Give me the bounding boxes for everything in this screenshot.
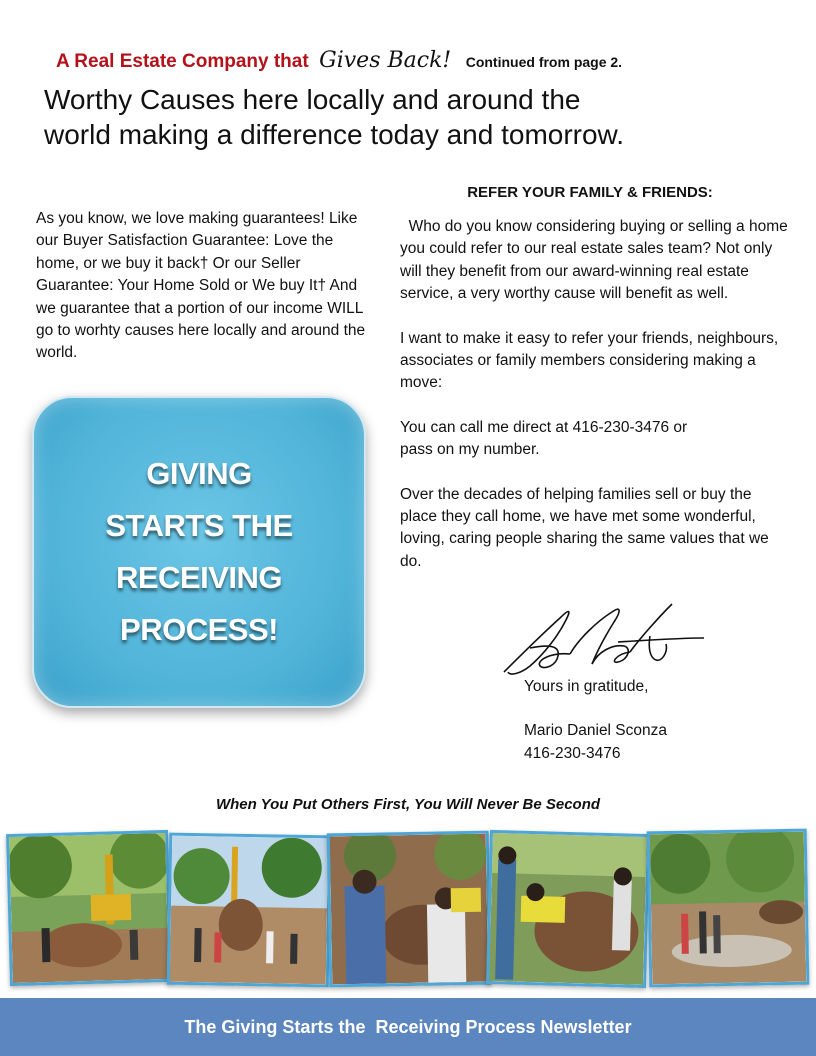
call-line-1: You can call me direct at 416-230-3476 or: [400, 418, 688, 436]
author-phone: 416-230-3476: [524, 744, 621, 762]
giving-badge: [32, 396, 366, 708]
refer-body: [400, 216, 793, 595]
company-tagline: A Real Estate Company that: [56, 51, 309, 72]
refer-title: REFER YOUR FAMILY & FRIENDS:: [467, 184, 713, 201]
author-name: Mario Daniel Sconza: [524, 722, 668, 740]
footer-title: The Giving Starts the Receiving Process Newsletter: [184, 1016, 632, 1037]
photo-3: [327, 831, 492, 988]
badge-line-2: STARTS THE: [105, 508, 293, 543]
refer-paragraph-1: Who do you know considering buying or selling a home you could refer to our real estate sales team? Not only will they benefit from our award-winning real estate service, a very worthy cause will benefit as well.: [400, 218, 793, 303]
badge-line-3: RECEIVING: [115, 560, 283, 595]
badge-line-1: GIVING: [146, 456, 252, 491]
gives-back-script: Gives Back!: [319, 48, 452, 73]
headline-line-1: Worthy Causes here locally and around the: [44, 84, 581, 115]
badge-line-4: PROCESS!: [120, 612, 278, 647]
signature-image: [500, 596, 710, 680]
page-headline: [44, 82, 784, 152]
salutation: Yours in gratitude,: [524, 678, 649, 695]
guarantee-paragraph: As you know, we love making guarantees! Like our Buyer Satisfaction Guarantee: Love the home, or we buy it back† Or our Seller Guarantee: Your Home Sold or We buy It† And we guarantee that a portion of our income WILL go to worhty causes here locally and around the world.: [36, 210, 366, 362]
badge-text: [105, 448, 292, 656]
photo-5-image: [650, 832, 807, 985]
call-line-2: pass on my number.: [400, 441, 540, 459]
refer-paragraph-4: Over the decades of helping families sell or buy the place they call home, we have met some wonderful, loving, caring people sharing the same values that we do.: [400, 485, 769, 570]
footer-banner: [0, 998, 816, 1056]
photo-4-image: [489, 833, 647, 985]
headline-line-2: world making a difference today and tomorrow.: [44, 119, 625, 150]
continued-note: Continued from page 2.: [465, 54, 623, 70]
photo-1: [6, 830, 172, 986]
photo-5: [647, 829, 810, 988]
photo-2-image: [170, 836, 329, 985]
closing-block: [524, 676, 784, 765]
photo-4: [486, 830, 650, 988]
refer-paragraph-2: I want to make it easy to refer your friends, neighbours, associates or family members considering making a move:: [400, 329, 779, 392]
refer-paragraph-3: [400, 417, 790, 462]
photo-1-image: [9, 833, 169, 983]
header-line: [56, 48, 776, 78]
photo-3-image: [330, 834, 489, 985]
photo-2: [167, 833, 332, 988]
quote: When You Put Others First, You Will Never Be Second: [215, 796, 601, 813]
